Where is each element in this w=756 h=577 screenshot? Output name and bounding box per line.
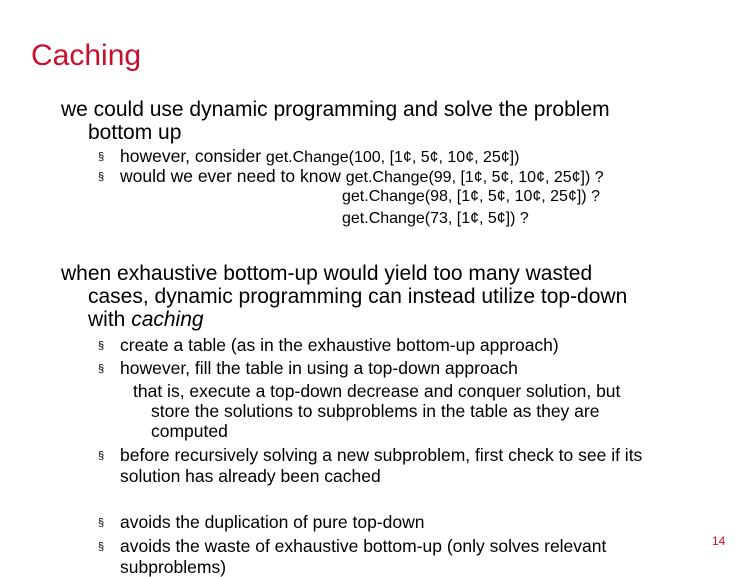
paragraph-caching xyxy=(61,262,721,331)
bullet-icon: § xyxy=(98,363,105,375)
bullet-item-would-we-need xyxy=(98,166,728,188)
code-expression: get.Change(99, [1¢, 5¢, 10¢, 25¢]) ? xyxy=(345,169,604,186)
bullet-text: however, fill the table in using a top-down approach xyxy=(120,358,518,378)
bullet-text: create a table (as in the exhaustive bottom-up approach) xyxy=(120,335,559,355)
bullet-icon: § xyxy=(98,151,105,163)
bullet-icon: § xyxy=(98,517,105,529)
detail-line: store the solutions to subproblems in the table as they are xyxy=(151,401,600,421)
bullet-icon: § xyxy=(98,171,105,183)
bullet-text: however, consider xyxy=(120,146,266,166)
bullet-icon: § xyxy=(98,340,105,352)
detail-top-down-solution xyxy=(133,381,693,441)
detail-line: that is, execute a top-down decrease and conquer solution, but xyxy=(133,381,621,401)
paragraph-line: we could use dynamic programming and solve the problem xyxy=(61,98,610,121)
bullet-text: avoids the waste of exhaustive bottom-up (only solves relevant xyxy=(120,536,607,556)
bullet-item-check-cache xyxy=(98,445,728,486)
bullet-icon: § xyxy=(98,450,105,462)
bullet-text: before recursively solving a new subproblem, first check to see if its xyxy=(120,445,643,465)
paragraph-line xyxy=(61,308,721,331)
page-number: 14 xyxy=(712,534,726,548)
bullet-item-avoids-waste xyxy=(98,536,728,577)
bullet-item-avoids-duplication xyxy=(98,512,728,533)
bullet-text: avoids the duplication of pure top-down xyxy=(120,512,425,532)
paragraph-dynamic-programming xyxy=(61,98,721,144)
paragraph-line: cases, dynamic programming can instead utilize top-down xyxy=(88,285,628,308)
detail-line: computed xyxy=(151,421,228,441)
paragraph-line: bottom up xyxy=(88,121,182,144)
bullet-item-create-table xyxy=(98,335,728,356)
bullet-item-consider xyxy=(98,146,728,168)
emphasis-caching: caching xyxy=(131,308,204,331)
bullet-text: subproblems) xyxy=(120,557,227,577)
bullet-text: solution has already been cached xyxy=(120,466,381,486)
slide-title: Caching xyxy=(31,39,142,72)
bullet-item-fill-top-down xyxy=(98,358,728,379)
paragraph-line: when exhaustive bottom-up would yield too many wasted xyxy=(61,262,593,285)
code-expression: get.Change(100, [1¢, 5¢, 10¢, 25¢]) xyxy=(265,149,520,166)
code-expression: get.Change(73, [1¢, 5¢]) ? xyxy=(342,210,529,227)
bullet-text: would we ever need to know xyxy=(120,166,346,186)
bullet-icon: § xyxy=(98,541,105,553)
paragraph-line-prefix: with xyxy=(88,308,132,331)
code-expression: get.Change(98, [1¢, 5¢, 10¢, 25¢]) ? xyxy=(342,188,600,205)
